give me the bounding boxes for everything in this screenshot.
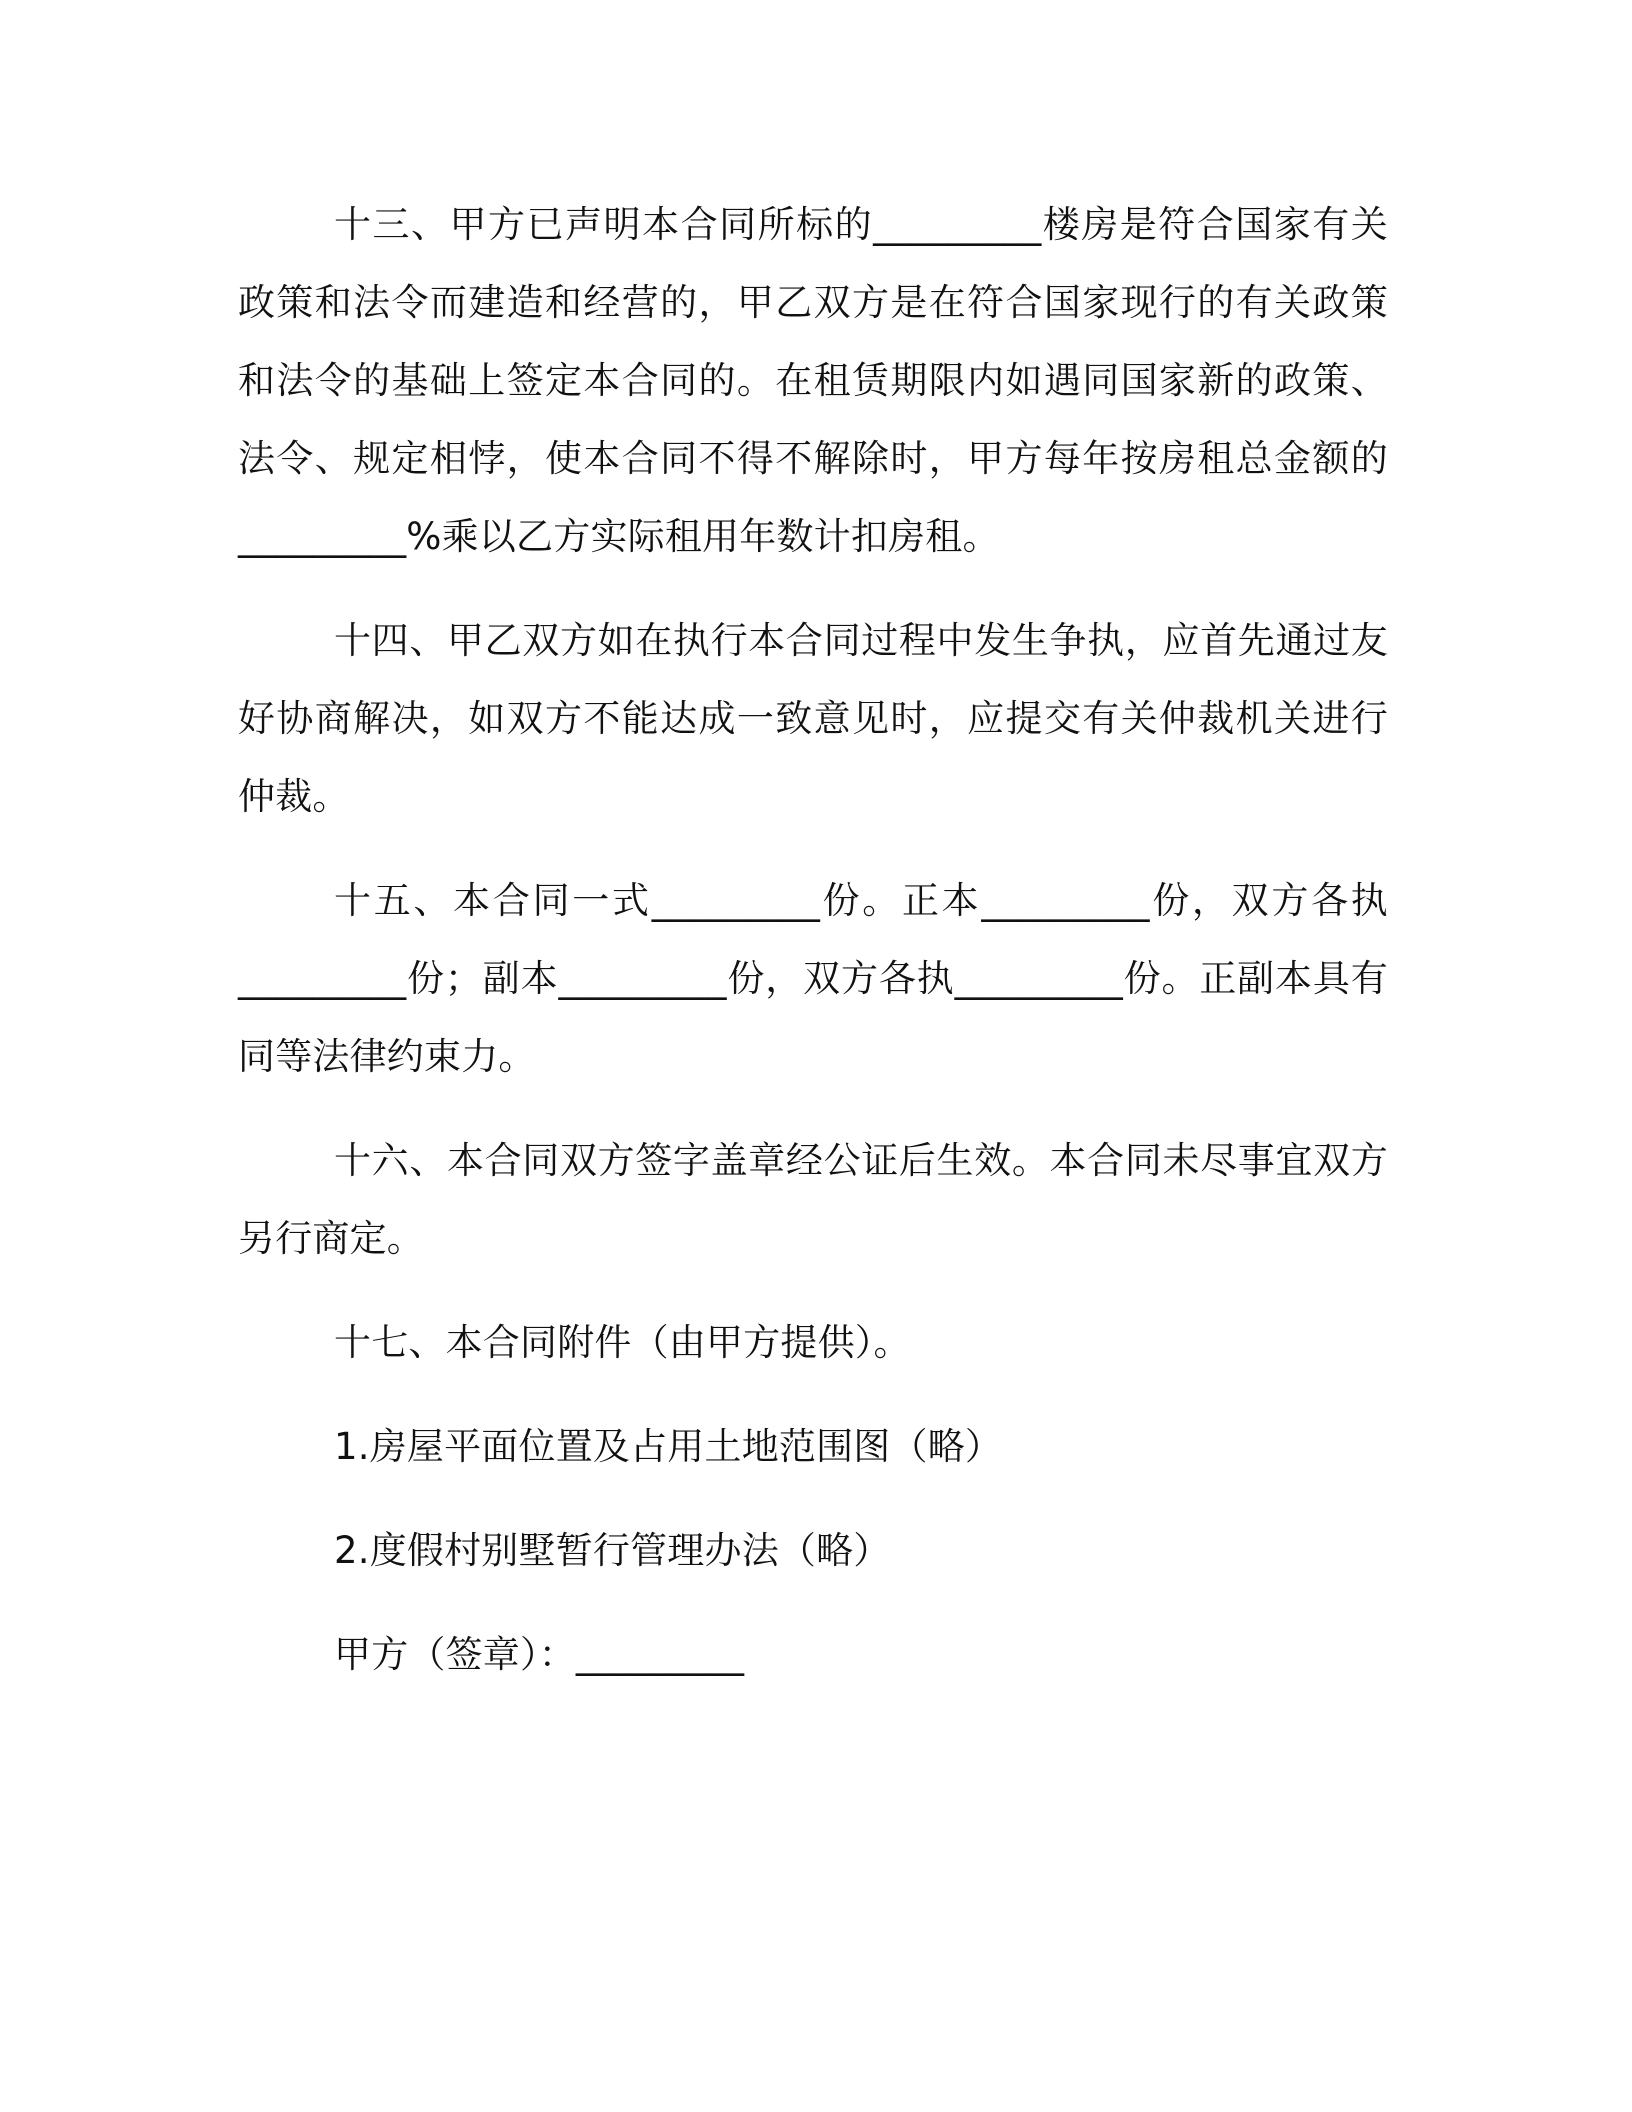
clause-14: 十四、甲乙双方如在执行本合同过程中发生争执，应首先通过友好协商解决，如双方不能达成一致意见时，应提交有关仲裁机关进行仲裁。 — [238, 619, 1388, 818]
party-a-signature-line: 甲方（签章）：_________ — [334, 1633, 745, 1676]
document-body — [238, 186, 1388, 1720]
clause-16: 十六、本合同双方签字盖章经公证后生效。本合同未尽事宜双方另行商定。 — [238, 1139, 1388, 1260]
clause-13: 十三、甲方已声明本合同所标的_________楼房是符合国家有关政策和法令而建造和经营的，甲乙双方是在符合国家现行的有关政策和法令的基础上签定本合同的。在租赁期限内如遇同国家新的政策、法令、规定相悖，使本合同不得不解除时，甲方每年按房租总金额的_________%乘以乙方实际租用年数计扣房租。 — [238, 203, 1388, 558]
clause-15: 十五、本合同一式_________份。正本_________份，双方各执_________份；副本_________份，双方各执_________份。正副本具有同等法律约束力。 — [238, 879, 1388, 1078]
attachment-2: 2.度假村别墅暂行管理办法（略） — [334, 1529, 891, 1572]
clause-17: 十七、本合同附件（由甲方提供）。 — [334, 1321, 911, 1364]
attachment-1: 1.房屋平面位置及占用土地范围图（略） — [334, 1425, 1003, 1468]
